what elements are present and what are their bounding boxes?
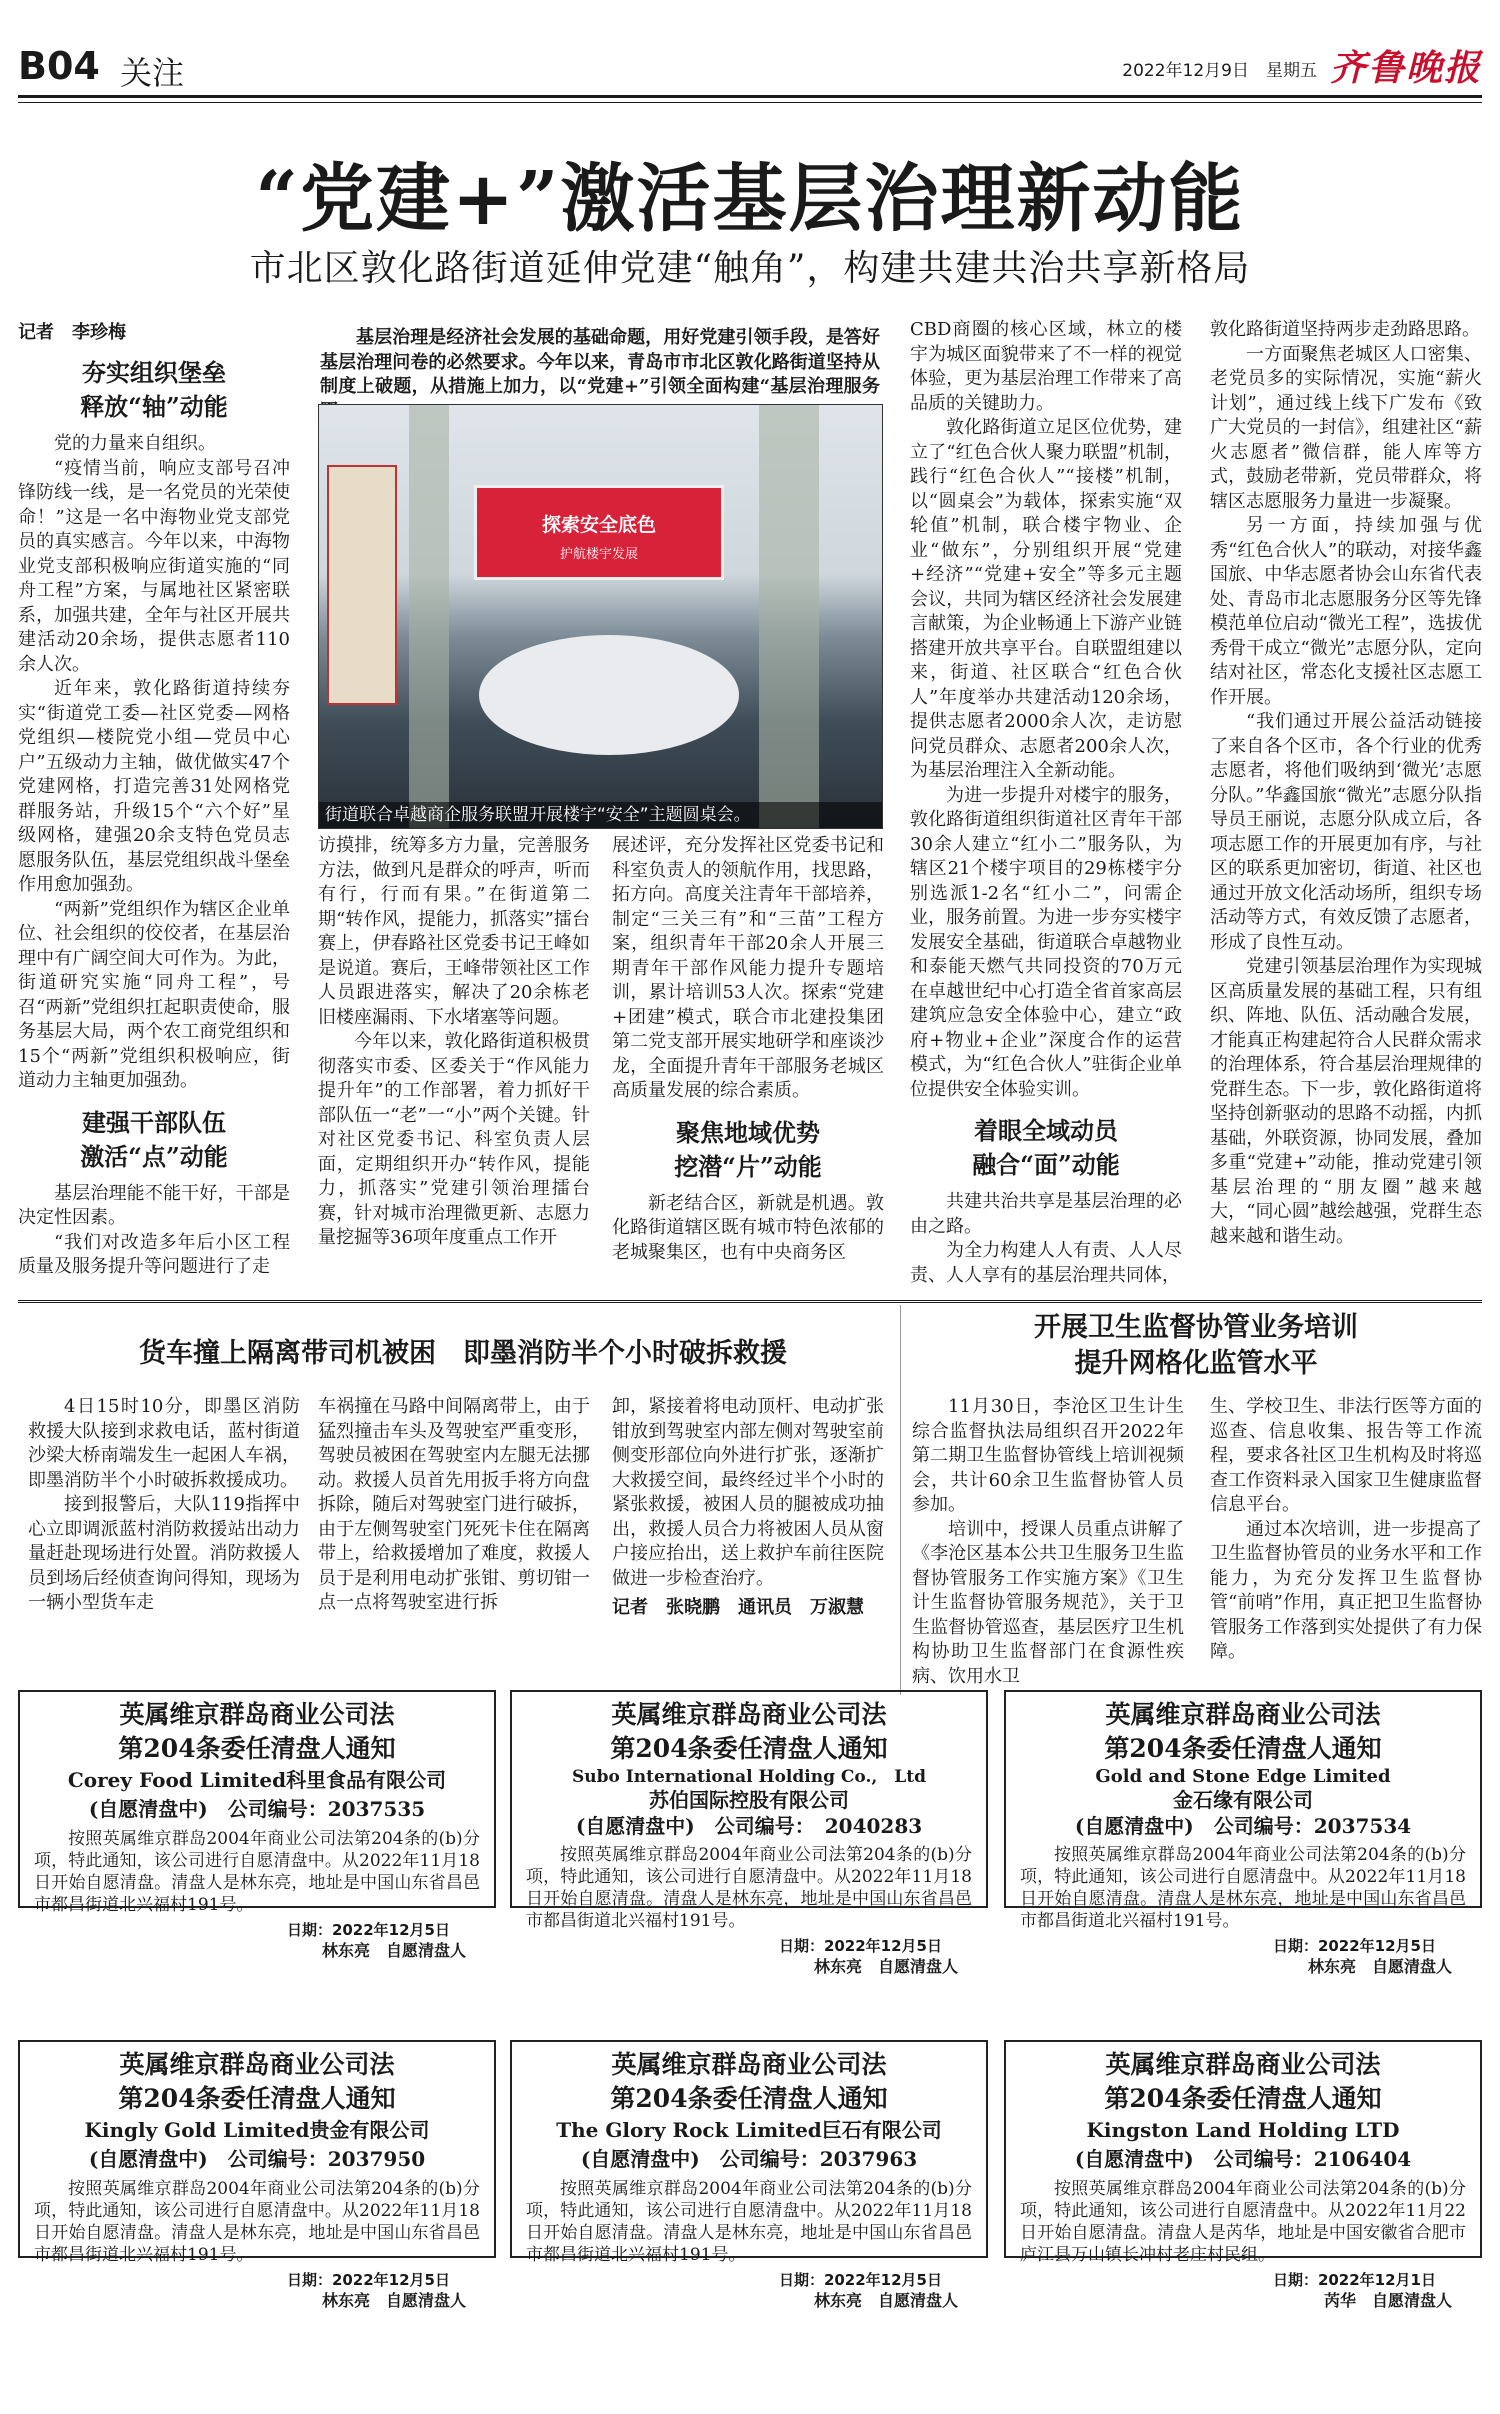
page-header	[18, 34, 1482, 98]
notice-subheading: 第204条委任清盘人通知	[118, 2084, 396, 2113]
screen-title: 探索安全底色	[541, 514, 656, 536]
company-name-en: Gold and Stone Edge Limited	[1095, 1766, 1391, 1787]
notice-date: 日期：2022年12月5日	[286, 1921, 450, 1939]
notice-body: 按照英属维京群岛2004年商业公司法第204条的(b)分项，特此通知，该公司进行自愿清盘中。从2022年11月18日开始自愿清盘。清盘人是林东亮，地址是中国山东省昌邑市都昌街道北兴福村191号。	[34, 1829, 480, 1915]
photo-caption: 街道联合卓越商企服务联盟开展楼宇“安全”主题圆桌会。	[319, 802, 882, 828]
header-rule	[18, 102, 1482, 103]
notice-body: 按照英属维京群岛2004年商业公司法第204条的(b)分项，特此通知，该公司进行自愿清盘中。从2022年11月18日开始自愿清盘。清盘人是林东亮，地址是中国山东省昌邑市都昌街道北兴福村191号。	[34, 2179, 480, 2265]
company-name: Kingly Gold Limited贵金有限公司	[84, 2118, 430, 2142]
notice-signature: 林东亮 自愿清盘人	[1307, 1957, 1452, 1976]
notice-signature: 林东亮 自愿清盘人	[321, 1941, 466, 1960]
article-column-5	[1210, 318, 1482, 1333]
news2-title: 开展卫生监督协管业务培训 提升网格化监管水平	[1034, 1312, 1358, 1379]
notice-date: 日期：2022年12月5日	[286, 2271, 450, 2289]
paragraph: 敦化路街道坚持两步走劲路思路。	[1210, 319, 1480, 340]
article-column-4	[910, 318, 1182, 1333]
paragraph: 近年来，敦化路街道持续夯实“街道党工委—社区党委—网格党组织—楼院党小组—党员中心户”五级动力主轴，做优做实47个党建网格，打造完善31处网格党群服务站，升级15个“六个好”星级网格，建强20余支特色党员志愿服务队伍，基层党组织战斗堡垒作用愈加强劲。	[18, 678, 290, 895]
issue-date: 2022年12月9日 星期五	[1122, 61, 1317, 81]
notice-signature: 林东亮 自愿清盘人	[321, 2291, 466, 2310]
company-number: (自愿清盘中) 公司编号：2037950	[88, 2147, 426, 2171]
paragraph: 共建共治共享是基层治理的必由之路。	[910, 1191, 1182, 1237]
paragraph: 生、学校卫生、非法行医等方面的巡查、信息收集、报告等工作流程，要求各社区卫生机构及时将巡查工作资料录入国家卫生健康监督信息平台。	[1210, 1396, 1482, 1515]
notice-heading: 英属维京群岛商业公司法	[611, 1700, 887, 1729]
notice-body: 按照英属维京群岛2004年商业公司法第204条的(b)分项，特此通知，该公司进行自愿清盘中。从2022年11月18日开始自愿清盘。清盘人是林东亮，地址是中国山东省昌邑市都昌街道北兴福村191号。	[1020, 1845, 1466, 1931]
news2-column-b	[1210, 1395, 1482, 1695]
paragraph: 通过本次培训，进一步提高了卫生监督协管员的业务水平和工作能力，为充分发挥卫生监督协管“前哨”作用，真正把卫生监督协管服务工作落到实处提供了有力保障。	[1210, 1518, 1482, 1662]
paragraph: 车祸撞在马路中间隔离带上，由于猛烈撞击车头及驾驶室严重变形，驾驶员被困在驾驶室内左腿无法挪动。救援人员首先用扳手将方向盘拆除，随后对驾驶室门进行破拆，由于左侧驾驶室门死死卡住在隔离带上，给救援增加了难度，救援人员于是利用电动扩张钳、剪切钳一点一点将驾驶室进行拆	[318, 1396, 590, 1613]
news1-title: 货车撞上隔离带司机被困 即墨消防半个小时破拆救援	[139, 1338, 787, 1369]
wall-poster	[327, 465, 397, 705]
paragraph: 新老结合区，新就是机遇。敦化路街道辖区既有城市特色浓郁的老城聚集区，也有中央商务区	[612, 1192, 884, 1263]
company-name: Corey Food Limited科里食品有限公司	[67, 1768, 447, 1792]
paragraph: 今年以来，敦化路街道积极贯彻落实市委、区委关于“作风能力提升年”的工作部署，着力抓好干部队伍一“老”一“小”两个关键。针对社区党委书记、科室负责人层面，定期组织开办“转作风，提能力，抓落实”党建引领治理擂台赛，针对城市治理微更新、志愿力量挖掘等36项年度重点工作开	[318, 1031, 590, 1248]
section-name: 关注	[120, 54, 185, 92]
company-number: (自愿清盘中) 公司编号：2037534	[1074, 1814, 1412, 1838]
company-name-cn: 苏伯国际控股有限公司	[649, 1788, 849, 1812]
news2-column-a	[912, 1395, 1184, 1695]
article-photo	[318, 404, 883, 829]
company-number: (自愿清盘中) 公司编号：2037963	[580, 2147, 918, 2171]
paragraph: 4日15时10分，即墨区消防救援大队接到求救电话，蓝村街道沙梁大桥南端发生一起困人车祸，即墨消防半个小时破拆救援成功。	[28, 1396, 300, 1491]
paragraph: 基层治理能不能干好，干部是决定性因素。	[18, 1182, 290, 1228]
article-column-1	[18, 318, 290, 1333]
notice-subheading: 第204条委任清盘人通知	[118, 1734, 396, 1763]
reporter-byline: 记者 李珍梅	[18, 322, 126, 343]
notice-signature: 林东亮 自愿清盘人	[813, 1957, 958, 1976]
notice-date: 日期：2022年12月5日	[1272, 1937, 1436, 1955]
paragraph: 敦化路街道立足区位优势，建立了“红色合伙人聚力联盟”机制，践行“红色合伙人”“接楼”机制，以“圆桌会”为载体，探索实施“双轮值”机制，联合楼宇物业、企业“做东”，分别组织开展“党建+经济”“党建+安全”等多元主题会议，共同为辖区经济社会发展建言献策，为企业畅通上下游产业链搭建开放共享平台。自联盟组建以来，街道、社区联合“红色合伙人”年度举办共建活动120余场，提供志愿者2000余人次，走访慰问党员群众、志愿者200余人次，为基层治理注入全新动能。	[910, 417, 1182, 781]
notice-body: 按照英属维京群岛2004年商业公司法第204条的(b)分项，特此通知，该公司进行自愿清盘中。从2022年11月22日开始自愿清盘。清盘人是芮华，地址是中国安徽省合肥市庐江县万山镇长冲村老庄村民组。	[1020, 2179, 1466, 2265]
paragraph: 党建引领基层治理作为实现城区高质量发展的基础工程，只有组织、阵地、队伍、活动融合发展，才能真正构建起符合人民群众需求的治理体系，符合基层治理规律的党群生态。下一步，敦化路街道将坚持创新驱动的思路不动摇，内抓基础，外联资源，协同发展，叠加多重“党建+”动能，推动党建引领基层治理的“朋友圈”越来越大，“同心圆”越绘越强，党群生态越来越和谐生动。	[1210, 956, 1482, 1247]
paragraph: “我们对改造多年后小区工程质量及服务提升等问题进行了走	[18, 1231, 290, 1277]
article-column-2	[318, 834, 590, 1334]
notice-body: 按照英属维京群岛2004年商业公司法第204条的(b)分项，特此通知，该公司进行自愿清盘中。从2022年11月18日开始自愿清盘。清盘人是林东亮，地址是中国山东省昌邑市都昌街道北兴福村191号。	[526, 1845, 972, 1931]
paragraph: 为全力构建人人有责、人人尽责、人人享有的基层治理共同体，	[910, 1240, 1182, 1286]
newspaper-logo: 齐鲁晚报	[1329, 47, 1482, 89]
article-lead: 基层治理是经济社会发展的基础命题，用好党建引领手段，是答好基层治理问卷的必然要求。今年以来，青岛市市北区敦化路街道坚持从制度上破题，从措施上加力，以“党建+”引领全面构建“基层治理服务	[320, 327, 880, 397]
paragraph: “疫情当前，响应支部号召冲锋防线一线，是一名党员的光荣使命！”这是一名中海物业党支部党员的真实感言。今年以来，中海物业党支部积极响应街道实施的“同舟工程”方案，与属地社区紧密联系，加强共建，全年与社区开展共建活动20余场，提供志愿者110余人次。	[18, 457, 290, 675]
news1-column-c	[612, 1395, 884, 1695]
liquidation-notice-1	[18, 1690, 496, 1960]
company-name: Kingston Land Holding LTD	[1086, 2118, 1400, 2142]
paragraph: 展述评，充分发挥社区党委书记和科室负责人的领航作用，找思路，拓方向。高度关注青年干部培养，制定“三关三有”和“三苗”工程方案，组织青年干部20余人开展三期青年干部作风能力提升专题培训，累计培训53人次。探索“党建+团建”模式，联合市北建投集团第二党支部开展实地研学和座谈沙龙，全面提升青年干部服务老城区高质量发展的综合素质。	[612, 835, 884, 1101]
column-divider	[900, 1305, 901, 1695]
paragraph: 11月30日，李沧区卫生计生综合监督执法局组织召开2022年第二期卫生监督协管线上培训视频会，共计60余卫生监督协管人员参加。	[912, 1396, 1184, 1515]
company-number: (自愿清盘中) 公司编号：2106404	[1074, 2147, 1412, 2171]
paragraph: 另一方面，持续加强与优秀“红色合伙人”的联动，对接华鑫国旅、中华志愿者协会山东省代表处、青岛市北志愿服务分区等先锋模范单位启动“微光工程”，选拔优秀骨干成立“微光”志愿分队，定向结对社区，常态化支援社区志愿工作开展。	[1210, 515, 1482, 708]
notice-date: 日期：2022年12月5日	[778, 2271, 942, 2289]
notice-subheading: 第204条委任清盘人通知	[610, 2084, 888, 2113]
notice-heading: 英属维京群岛商业公司法	[119, 1700, 395, 1729]
screen-subtitle: 护航楼宇发展	[559, 547, 638, 562]
notice-heading: 英属维京群岛商业公司法	[1105, 2050, 1381, 2079]
company-number: (自愿清盘中) 公司编号：2037535	[88, 1797, 426, 1821]
paragraph: “我们通过开展公益活动链接了来自各个区市，各个行业的优秀志愿者，将他们吸纳到‘微光’志愿分队。”华鑫国旅“微光”志愿分队指导员王丽说，志愿分队成立后，各项志愿工作的开展更加有序，与社区的联系更加密切，街道、社区也通过开放文化活动场所，组织专场活动等方式，有效反馈了志愿者，形成了良性互动。	[1210, 711, 1482, 953]
paragraph: 党的力量来自组织。	[54, 433, 216, 454]
company-number: (自愿清盘中) 公司编号： 2040283	[575, 1814, 923, 1838]
notice-heading: 英属维京群岛商业公司法	[119, 2050, 395, 2079]
company-name-cn: 金石缘有限公司	[1173, 1788, 1313, 1812]
paragraph: 接到报警后，大队119指挥中心立即调派蓝村消防救援站出动力量赶赴现场进行处置。消防救援人员到场后经侦查询问得知，现场为一辆小型货车走	[28, 1494, 300, 1613]
paragraph: 一方面聚焦老城区人口密集、老党员多的实际情况，实施“薪火计划”，通过线上线下广发布《致广大党员的一封信》，组建社区“薪火志愿者”微信群，能人库等方式，鼓励老带新，党员带群众，将辖区志愿服务力量进一步凝聚。	[1210, 343, 1482, 512]
paragraph: 卸，紧接着将电动顶杆、电动扩张钳放到驾驶室内部左侧对驾驶室前侧变形部位向外进行扩张，逐渐扩大救援空间，最终经过半个小时的紧张救援，被困人员的腿被成功抽出，救援人员合力将被困人员从窗户接应抬出，送上救护车前往医院做进一步检查治疗。	[612, 1396, 884, 1589]
round-table	[479, 635, 739, 755]
projection-screen	[474, 485, 724, 580]
subhead-2: 建强干部队伍 激活“点”动能	[80, 1107, 228, 1171]
paragraph: 培训中，授课人员重点讲解了《李沧区基本公共卫生服务卫生监督协管服务工作实施方案》《卫生计生监督协管服务规范》，关于卫生监督协管巡查，基层医疗卫生机构协助卫生监督部门在食源性疾病、饮用水卫	[912, 1518, 1184, 1687]
liquidation-notice-5	[510, 2040, 988, 2310]
notice-heading: 英属维京群岛商业公司法	[1105, 1700, 1381, 1729]
company-name-en: Subo International Holding Co., Ltd	[572, 1767, 926, 1787]
liquidation-notice-2	[510, 1690, 988, 1976]
notice-date: 日期：2022年12月5日	[778, 1937, 942, 1955]
company-name: The Glory Rock Limited巨石有限公司	[556, 2118, 942, 2142]
headline: “党建+”激活基层治理新动能	[255, 156, 1245, 242]
notice-signature: 林东亮 自愿清盘人	[813, 2291, 958, 2310]
notice-subheading: 第204条委任清盘人通知	[610, 1734, 888, 1763]
notice-subheading: 第204条委任清盘人通知	[1104, 1734, 1382, 1763]
subhead-4: 着眼全域动员 融合“面”动能	[972, 1116, 1120, 1179]
subhead-1: 夯实组织堡垒 释放“轴”动能	[80, 358, 228, 421]
subhead-3: 聚焦地域优势 挖潜“片”动能	[674, 1117, 822, 1181]
paragraph: 访摸排，统筹多方力量，完善服务方法，做到凡是群众的呼声，听而有行，行而有果。”在街道第二期“转作风，提能力，抓落实”擂台赛上，伊春路社区党委书记王峰如是说道。赛后，王峰带领社区工作人员跟进落实，解决了20余栋老旧楼座漏雨、下水堵塞等问题。	[318, 835, 590, 1028]
page-number: B04	[18, 44, 100, 88]
paragraph: “两新”党组织作为辖区企业单位、社会组织的佼佼者，在基层治理中有广阔空间大可作为。为此，街道研究实施“同舟工程”，号召“两新”党组织扛起职责使命，服务基层大局，两个农工商党组织和15个“两新”党组织积极响应，街道动力主轴更加强劲。	[18, 898, 290, 1091]
news1-column-a	[28, 1395, 300, 1695]
news1-byline: 记者 张晓鹏 通讯员 万淑慧	[612, 1597, 864, 1618]
paragraph: CBD商圈的核心区域，林立的楼宇为城区面貌带来了不一样的视觉体验，更为基层治理工作带来了高品质的关键助力。	[910, 319, 1182, 414]
notice-body: 按照英属维京群岛2004年商业公司法第204条的(b)分项，特此通知，该公司进行自愿清盘中。从2022年11月18日开始自愿清盘。清盘人是林东亮，地址是中国山东省昌邑市都昌街道北兴福村191号。	[526, 2179, 972, 2265]
liquidation-notice-3	[1004, 1690, 1482, 1976]
notice-subheading: 第204条委任清盘人通知	[1104, 2084, 1382, 2113]
notice-date: 日期：2022年12月1日	[1272, 2271, 1436, 2289]
liquidation-notice-4	[18, 2040, 496, 2310]
news1-column-b	[318, 1395, 590, 1695]
article-column-3	[612, 834, 884, 1334]
notice-heading: 英属维京群岛商业公司法	[611, 2050, 887, 2079]
section-divider	[18, 1300, 1482, 1303]
subheadline: 市北区敦化路街道延伸党建“触角”，构建共建共治共享新格局	[249, 248, 1251, 289]
paragraph: 为进一步提升对楼宇的服务，敦化路街道组织街道社区青年干部30余人建立“红小二”服务队，为辖区21个楼宇项目的29栋楼宇分别选派1-2名“红小二”，问需企业，服务前置。为进一步夯实楼宇发展安全基础，街道联合卓越物业和泰能天燃气共同投资的70万元在卓越世纪中心打造全省首家高层建筑应急安全体验中心，建立“政府+物业+企业”深度合作的运营模式，为“红色合伙人”驻街企业单位提供安全体验实训。	[910, 784, 1182, 1100]
liquidation-notice-6	[1004, 2040, 1482, 2310]
notice-signature: 芮华 自愿清盘人	[1323, 2291, 1452, 2310]
